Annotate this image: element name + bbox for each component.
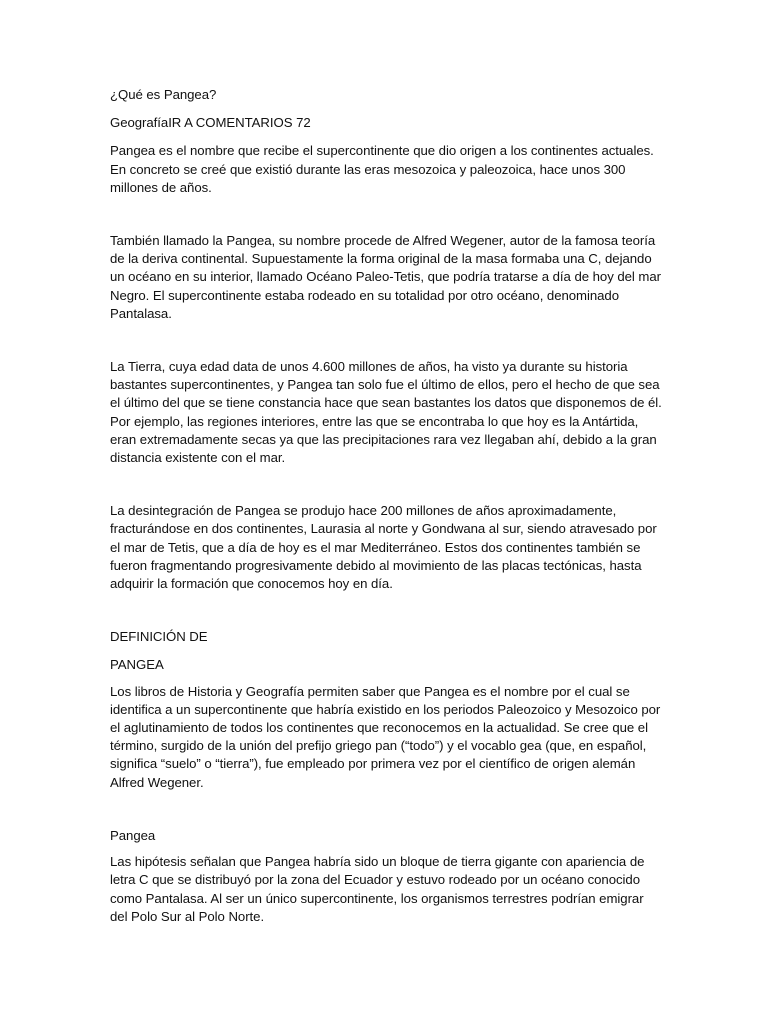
section-heading-definition: DEFINICIÓN DE	[110, 629, 208, 645]
paragraph-hypotheses: Las hipótesis señalan que Pangea habría sido un bloque de tierra gigante con apariencia de letra C que se distribuyó por la zona del Ecuador y estuvo rodeado por un océano conocido como Pantalasa. Al ser un único supercontinente, los organismos terrestres podrían emigrar del Polo Sur al Polo Norte.	[110, 854, 645, 924]
paragraph-intro: Pangea es el nombre que recibe el supercontinente que dio origen a los continentes actuales. En concreto se creé que existió durante las eras mesozoica y paleozoica, hace unos 300 millones de años.	[110, 143, 654, 195]
section-heading-pangea: PANGEA	[110, 657, 164, 673]
document-byline: GeografíaIR A COMENTARIOS 72	[110, 115, 311, 131]
paragraph-breakup: La desintegración de Pangea se produjo hace 200 millones de años aproximadamente, fracturándose en dos continentes, Laurasia al norte y Gondwana al sur, siendo atravesado por el mar de Tetis, que a día de hoy es el mar Mediterráneo. Estos dos continentes también se fueron fragmentando progresivamente debido al movimiento de las placas tectónicas, hasta adquirir la formación que conocemos hoy en día.	[110, 503, 657, 592]
paragraph-name-origin: También llamado la Pangea, su nombre procede de Alfred Wegener, autor de la famosa teoría de la deriva continental. Supuestamente la forma original de la masa formaba una C, dejando un océano en su interior, llamado Océano Paleo-Tetis, que podría tratarse a día de hoy del mar Negro. El supercontinente estaba rodeado en su totalidad por otro océano, denominado Pantalasa.	[110, 233, 661, 321]
paragraph-earth-history: La Tierra, cuya edad data de unos 4.600 millones de años, ha visto ya durante su historia bastantes supercontinentes, y Pangea tan solo fue el último de ellos, pero el hecho de que sea el último del que se tiene constancia hace que sean bastantes los datos que disponemos de él. Por ejemplo, las regiones interiores, entre las que se encontraba lo que hoy es la Antártida, eran extremadamente secas ya que las precipitaciones rara vez llegaban ahí, debido a la gran distancia existente con el mar.	[110, 359, 662, 466]
document-title: ¿Qué es Pangea?	[110, 87, 217, 102]
paragraph-definition: Los libros de Historia y Geografía permiten saber que Pangea es el nombre por el cual se identifica a un supercontinente que habría existido en los periodos Paleozoico y Mesozoico por el aglutinamiento de todos los continentes que reconocemos en la actualidad. Se cree que el término, surgido de la unión del prefijo griego pan (“todo”) y el vocablo gea (que, en español, significa “suelo” o “tierra”), fue empleado por primera vez por el científico de origen alemán Alfred Wegener.	[110, 683, 661, 790]
subheading-pangea: Pangea	[110, 827, 156, 843]
